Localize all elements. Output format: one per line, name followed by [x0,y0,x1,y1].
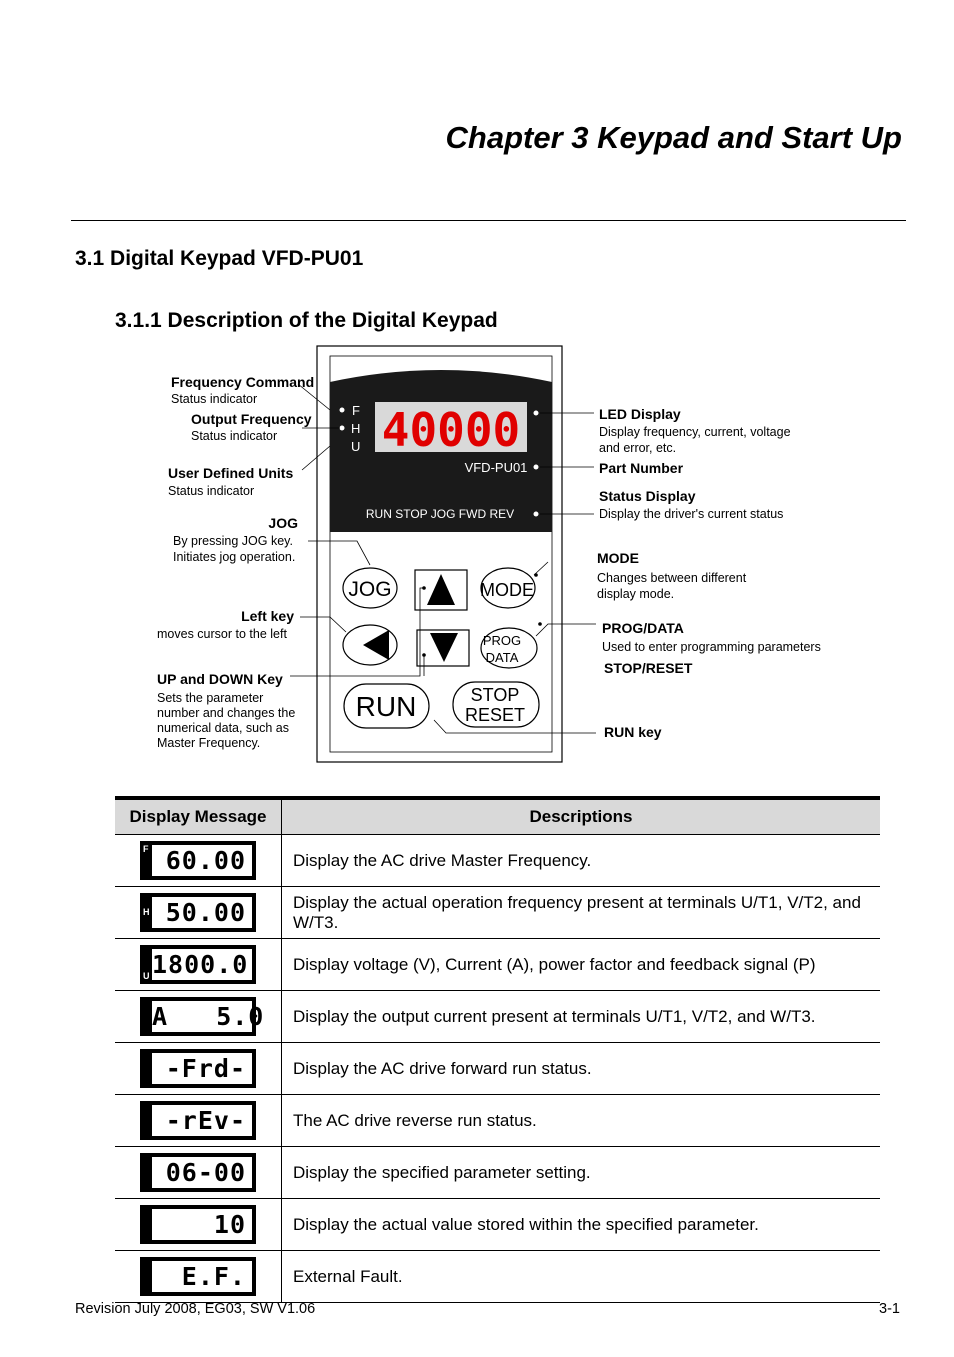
indicator-u: U [351,439,361,454]
description-cell: External Fault. [282,1251,881,1303]
jog-key-label: JOG [348,578,392,601]
lcd-screen-text: E.F. [152,1261,252,1292]
callout-updown-title: UP and DOWN Key [157,671,283,687]
display-message-cell [115,835,282,887]
data-key-label: DATA [485,650,519,665]
footer-revision: Revision July 2008, EG03, SW V1.06 [75,1301,316,1317]
callout-prog-title: PROG/DATA [602,620,684,636]
subsection-title: 3.1.1 Description of the Digital Keypad [115,309,498,332]
led-display-value: 40000 [381,403,521,457]
description-cell: Display the AC drive forward run status. [282,1043,881,1095]
table-header-row [115,798,880,835]
run-key-label: RUN [355,691,417,722]
callout-mode-desc-2: display mode. [597,587,675,601]
header-display-message: Display Message [115,798,282,835]
jog-key[interactable] [343,568,397,608]
display-message-cell [115,1147,282,1199]
part-number-label: VFD-PU01 [464,460,528,475]
lcd-screen-text: 60.00 [152,845,252,876]
callout-status-desc: Display the driver's current status [599,507,784,521]
callout-jog-desc-1: By pressing JOG key. [173,534,293,548]
lcd-screen-text: -Frd- [152,1053,252,1084]
stop-key-label: STOP [470,685,520,705]
lcd-screen-text: 10 [152,1209,252,1240]
reset-key-label: RESET [464,705,526,725]
description-cell: Display the actual operation frequency present at terminals U/T1, V/T2, and W/T3. [282,887,881,939]
led-dot [534,411,539,416]
callout-status-title: Status Display [599,488,696,504]
lcd-screen-text: 1800.0 [152,949,252,980]
callout-run-title: RUN key [604,724,662,740]
table-row [115,991,880,1043]
table-row [115,1147,880,1199]
footer-page-number: 3-1 [879,1301,900,1317]
indicator-h: H [351,421,361,436]
left-key[interactable] [343,625,397,665]
callout-freq-cmd-desc: Status indicator [171,392,258,406]
callout-stop-title: STOP/RESET [604,660,693,676]
callout-led-desc-2: and error, etc. [599,441,677,455]
prog-key-label: PROG [482,633,522,648]
table-row [115,835,880,887]
table-body [115,835,880,1303]
display-message-cell [115,1251,282,1303]
lcd-screen-text: -rEv- [152,1105,252,1136]
table-row [115,1199,880,1251]
callout-updown-desc-2: number and changes the [157,706,296,720]
callout-updown-desc-1: Sets the parameter [157,691,264,705]
description-cell: Display voltage (V), Current (A), power factor and feedback signal (P) [282,939,881,991]
lcd-screen-text: 06-00 [152,1157,252,1188]
status-dot [534,512,539,517]
prog-data-key[interactable] [481,628,537,668]
mode-key-label: MODE [480,580,534,600]
lcd-display [140,1101,256,1140]
display-message-cell [115,1095,282,1147]
display-message-cell [115,991,282,1043]
lcd-indicator: H [143,907,150,917]
run-key[interactable] [344,684,429,728]
callout-part-title: Part Number [599,460,684,476]
callout-user-units-desc: Status indicator [168,484,255,498]
callout-freq-cmd-title: Frequency Command [171,374,315,390]
indicator-f: F [352,403,360,418]
callout-left-desc: moves cursor to the left [157,627,287,641]
callout-mode-title: MODE [597,550,639,566]
lcd-indicator: F [143,844,149,854]
description-cell: Display the output current present at terminals U/T1, V/T2, and W/T3. [282,991,881,1043]
display-message-cell [115,1043,282,1095]
part-dot [534,465,539,470]
lcd-screen-text: A 5.0 [152,1002,265,1031]
display-message-cell [115,939,282,991]
callout-led-title: LED Display [599,406,681,422]
callout-out-freq-desc: Status indicator [191,429,278,443]
lcd-display [140,997,265,1036]
lcd-display [140,893,256,932]
table-row [115,887,880,939]
indicator-dot-f [340,408,345,413]
lcd-display [140,1205,256,1244]
chapter-title: Chapter 3 Keypad and Start Up [445,120,902,155]
status-labels: RUN STOP JOG FWD REV [365,507,515,521]
callout-user-units-title: User Defined Units [168,465,294,481]
table-row [115,1043,880,1095]
description-cell: Display the specified parameter setting. [282,1147,881,1199]
table-row [115,939,880,991]
description-cell: Display the AC drive Master Frequency. [282,835,881,887]
lcd-indicator: U [143,971,150,981]
mode-key[interactable] [480,568,535,608]
callout-updown-desc-4: Master Frequency. [157,736,261,750]
callout-updown-desc-3: numerical data, such as [157,721,290,735]
table-row [115,1095,880,1147]
lcd-display [140,1049,256,1088]
down-key[interactable] [417,630,469,666]
callout-mode-desc-1: Changes between different [597,571,747,585]
lcd-display [140,945,256,984]
callout-led-desc-1: Display frequency, current, voltage [599,425,791,439]
lcd-display [140,1257,256,1296]
lcd-screen-text: 50.00 [152,897,252,928]
section-title: 3.1 Digital Keypad VFD-PU01 [75,247,364,270]
header-descriptions: Descriptions [282,798,881,835]
callout-jog-desc-2: Initiates jog operation. [173,550,296,564]
table-row [115,1251,880,1303]
callout-left-title: Left key [241,608,294,624]
lcd-display [140,1153,256,1192]
stop-reset-key[interactable] [453,682,539,727]
display-message-cell [115,887,282,939]
indicator-dot-h [340,426,345,431]
lcd-display [140,841,256,880]
callout-prog-desc: Used to enter programming parameters [602,640,821,654]
display-message-table [115,796,880,1303]
up-key[interactable] [415,570,467,610]
description-cell: Display the actual value stored within the specified parameter. [282,1199,881,1251]
display-message-cell [115,1199,282,1251]
callout-jog-title: JOG [268,515,298,531]
callout-out-freq-title: Output Frequency [191,411,312,427]
description-cell: The AC drive reverse run status. [282,1095,881,1147]
